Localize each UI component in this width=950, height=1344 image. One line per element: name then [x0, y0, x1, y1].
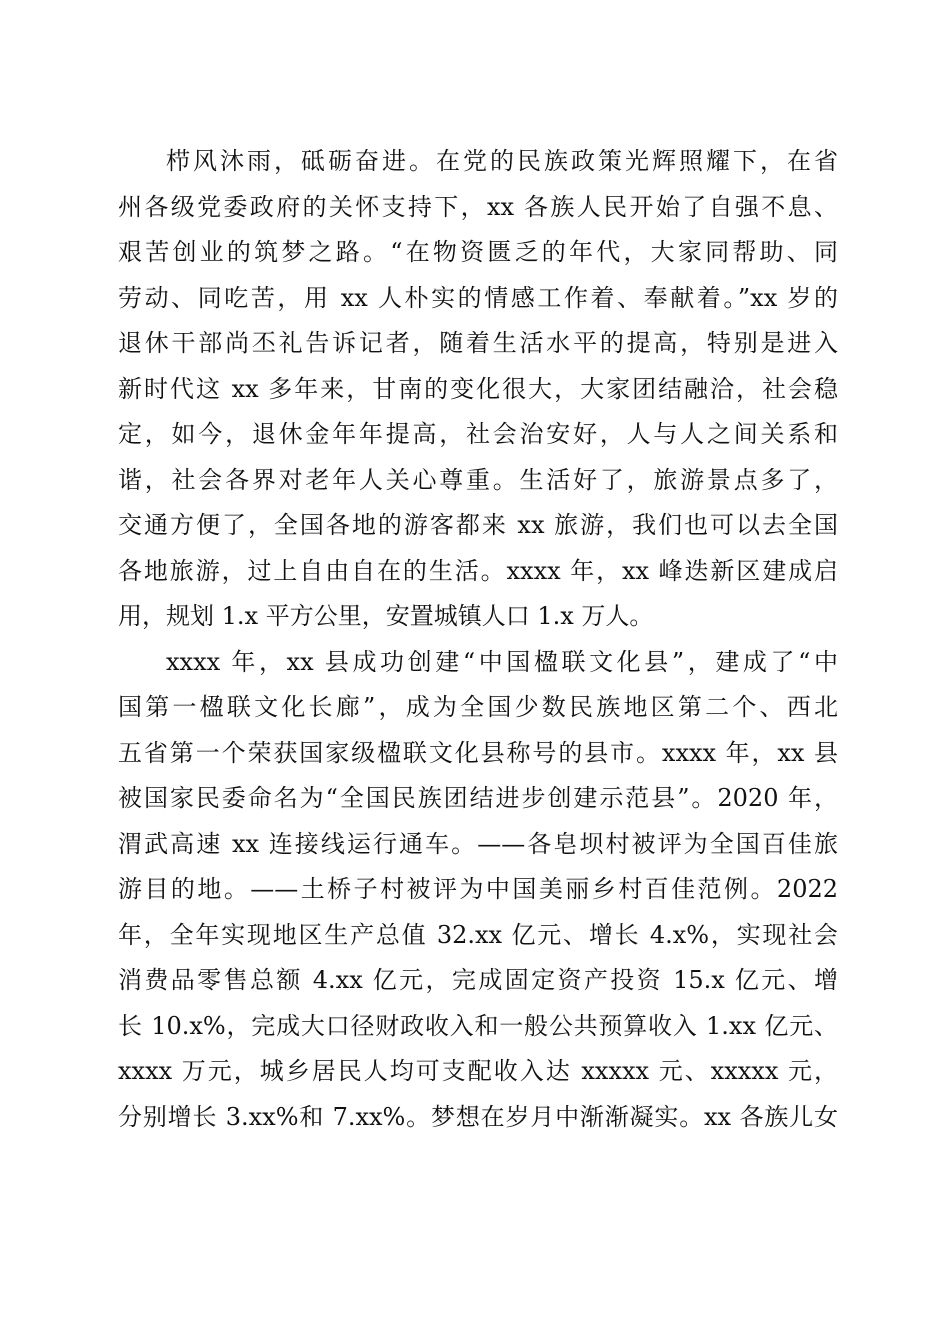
- paragraph-line: 退休干部尚丕礼告诉记者，随着生活水平的提高，特别是进入: [118, 329, 838, 357]
- body-text: [118, 139, 838, 1140]
- paragraph-line: xxxx 年，xx 县成功创建“中国楹联文化县”，建成了“中: [166, 647, 838, 676]
- paragraph-line: 谐，社会各界对老年人关心尊重。生活好了，旅游景点多了，: [118, 465, 838, 494]
- paragraph-line: 各地旅游，过上自由自在的生活。xxxx 年，xx 峰迭新区建成启: [118, 556, 838, 585]
- paragraph-line: 年，全年实现地区生产总值 32.xx 亿元、增长 4.x%，实现社会: [118, 920, 838, 949]
- paragraph-line: 劳动、同吃苦，用 xx 人朴实的情感工作着、奉献着。”xx 岁的: [118, 283, 838, 312]
- paragraph-line: 五省第一个荣获国家级楹联文化县称号的县市。xxxx 年，xx 县: [118, 738, 838, 767]
- paragraph-line: 消费品零售总额 4.xx 亿元，完成固定资产投资 15.x 亿元、增: [118, 966, 838, 994]
- paragraph-line: 栉风沐雨，砥砺奋进。在党的民族政策光辉照耀下，在省: [166, 147, 838, 175]
- paragraph-line: 被国家民委命名为“全国民族团结进步创建示范县”。2020 年，: [118, 784, 838, 812]
- paragraph-line: 渭武高速 xx 连接线运行通车。——各皂坝村被评为全国百佳旅: [118, 829, 838, 858]
- paragraph-line: 定，如今，退休金年年提高，社会治安好，人与人之间关系和: [118, 420, 838, 448]
- paragraph-2: [118, 640, 838, 1141]
- paragraph-line: 交通方便了，全国各地的游客都来 xx 旅游，我们也可以去全国: [118, 511, 838, 539]
- paragraph-line: 游目的地。——土桥子村被评为中国美丽乡村百佳范例。2022: [118, 875, 838, 903]
- paragraph-line: xxxx 万元，城乡居民人均可支配收入达 xxxxx 元、xxxxx 元，: [118, 1057, 838, 1085]
- paragraph-line: 国第一楹联文化长廊”，成为全国少数民族地区第二个、西北: [118, 693, 838, 721]
- paragraph-line: 新时代这 xx 多年来，甘南的变化很大，大家团结融洽，社会稳: [118, 374, 838, 403]
- paragraph-line: 艰苦创业的筑梦之路。“在物资匮乏的年代，大家同帮助、同: [118, 238, 838, 266]
- paragraph-line: 州各级党委政府的关怀支持下，xx 各族人民开始了自强不息、: [118, 192, 838, 221]
- paragraph-line: 用，规划 1.x 平方公里，安置城镇人口 1.x 万人。: [118, 602, 654, 630]
- paragraph-line: 长 10.x%，完成大口径财政收入和一般公共预算收入 1.xx 亿元、: [118, 1011, 838, 1040]
- paragraph-1: [118, 139, 838, 640]
- paragraph-line: 分别增长 3.xx%和 7.xx%。梦想在岁月中渐渐凝实。xx 各族儿女: [118, 1102, 838, 1131]
